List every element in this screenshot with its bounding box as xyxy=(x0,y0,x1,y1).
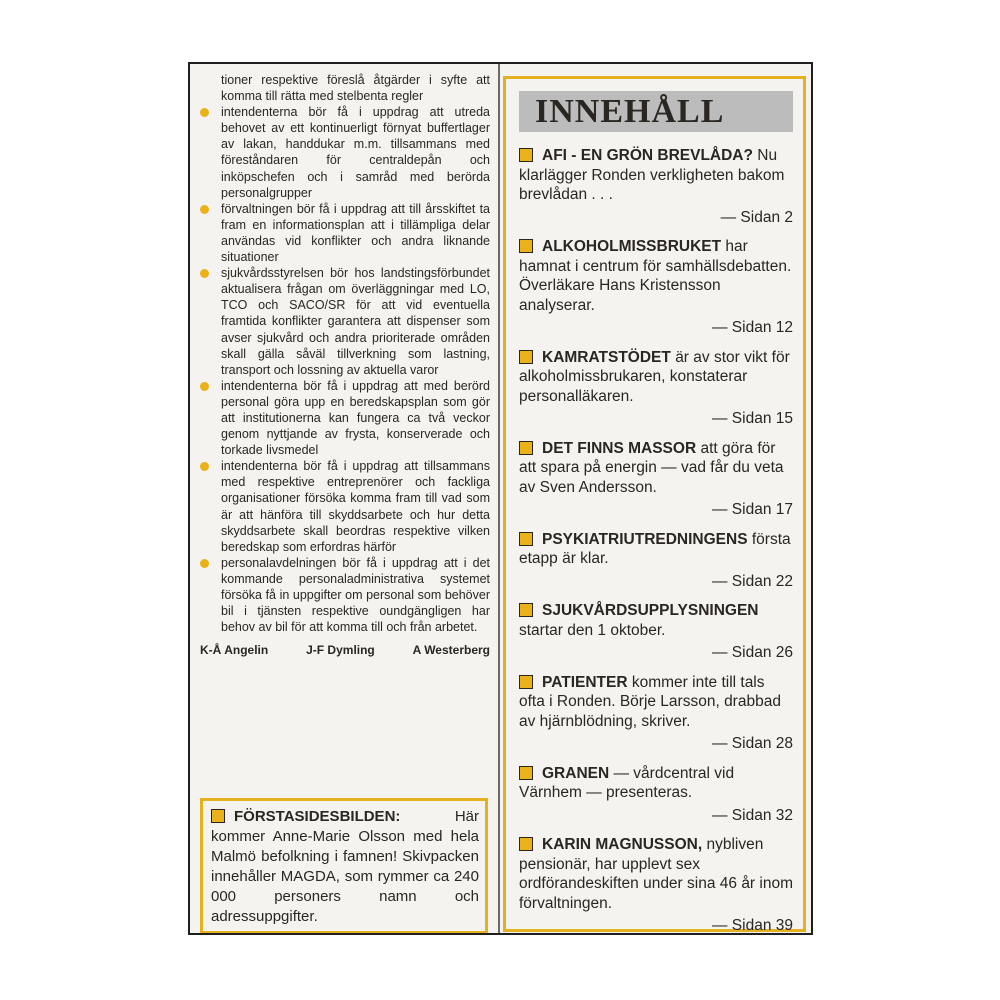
toc-entry-text: startar den 1 oktober. xyxy=(519,621,666,639)
toc-page-ref: — Sidan 28 xyxy=(712,735,793,752)
cover-photo-caption-box xyxy=(200,798,488,934)
intro-text: tioner respektive föreslå åtgärder i syfte att komma till rätta med stelbenta regler xyxy=(221,73,490,104)
article-column xyxy=(198,72,490,657)
toc-page-ref: — Sidan 15 xyxy=(712,410,793,427)
bullet-item: intendenterna bör få i uppdrag att utreda behovet av ett kontinuerligt förnyat buffertlager av lakan, handdukar m.m. tillsammans med föreståndaren för centraldepån och inköpschefen och i samråd med berörda personalgrupper xyxy=(198,104,490,201)
square-bullet-icon xyxy=(519,441,533,455)
square-bullet-icon xyxy=(519,350,533,364)
cover-caption-lead: FÖRSTASIDESBILDEN: xyxy=(234,808,401,825)
toc-page-ref: — Sidan 12 xyxy=(712,319,793,336)
toc-page-ref: — Sidan 22 xyxy=(712,572,793,590)
toc-entry[interactable] xyxy=(519,146,793,227)
toc-entry[interactable] xyxy=(519,237,793,338)
toc-entry-head: ALKOHOLMISSBRUKET xyxy=(542,238,722,255)
square-bullet-icon xyxy=(519,603,533,617)
toc-entry-text: är av stor vikt för alkoholmissbrukaren, konstaterar personalläkaren. xyxy=(519,348,790,405)
toc-entry[interactable] xyxy=(519,835,793,935)
signature-3: A Westerberg xyxy=(412,643,490,658)
contents-title: INNEHÅLL xyxy=(519,91,793,132)
bullet-item: intendenterna bör få i uppdrag att med berörd personal göra upp en beredskapsplan som gör att institutionerna kan fungera ca två veckor genom nyttjande av frysta, konserverade och torkade livsmedel xyxy=(198,378,490,458)
square-bullet-icon xyxy=(519,239,533,253)
toc-entry[interactable] xyxy=(519,764,793,826)
toc-entry-head: KAMRATSTÖDET xyxy=(542,348,671,366)
bullet-dot-icon xyxy=(200,462,209,471)
toc-entry[interactable] xyxy=(519,673,793,754)
toc-entry-head: GRANEN xyxy=(542,764,610,782)
square-bullet-icon xyxy=(519,532,533,546)
bullet-item: personalavdelningen bör få i uppdrag att i det kommande personaladministrativa systemet försöka få in uppgifter om personal som behöver bil i tjänsten respektive oundgängligen har behov av bil för att komma till och från arbetet. xyxy=(198,555,490,635)
toc-entry-text: kommer inte till tals ofta i Ronden. Börje Larsson, drabbad av hjärnblödning, skriver. xyxy=(519,673,781,730)
signature-2: J-F Dymling xyxy=(306,643,375,658)
toc-entry-head: PATIENTER xyxy=(542,673,628,691)
toc-entry-head: SJUKVÅRDSUPPLYSNINGEN xyxy=(542,602,759,619)
toc-entry-text: har hamnat i centrum för samhällsdebatten. Överläkare Hans Kristensson analyserar. xyxy=(519,238,792,314)
toc-entry[interactable] xyxy=(519,439,793,520)
toc-page-ref: — Sidan 17 xyxy=(712,501,793,518)
square-bullet-icon xyxy=(519,837,533,851)
square-bullet-icon xyxy=(519,148,533,162)
toc-page-ref: — Sidan 39 xyxy=(712,917,793,934)
toc-entry-text: Nu klarlägger Ronden verkligheten bakom brevlådan . . . xyxy=(519,147,785,203)
toc-entry-text: att göra för att spara på energin — vad får du veta av Sven Andersson. xyxy=(519,439,784,496)
square-bullet-icon xyxy=(519,766,533,780)
toc-page-ref: — Sidan 26 xyxy=(712,644,793,661)
toc-page-ref: — Sidan 2 xyxy=(720,208,793,226)
toc-entry-text: nybliven pensionär, har upplevt sex ordförandeskiften under sina 46 år inom förvaltningen. xyxy=(519,836,793,912)
column-divider xyxy=(498,64,500,933)
square-bullet-icon xyxy=(211,809,225,823)
signature-1: K-Å Angelin xyxy=(200,643,269,658)
bullet-dot-icon xyxy=(200,559,209,568)
bullet-item: sjukvårdsstyrelsen bör hos landstingsförbundet aktualisera frågan om överläggningar med LO, TCO och SACO/SR för att vid eventuella framtida konflikter garantera att dispenser som avser sjukvård och andra prioriterade områden skall gälla såväl tillverkning som lastning, transport och lossning av aktuella varor xyxy=(198,265,490,378)
toc-entry[interactable] xyxy=(519,530,793,592)
square-bullet-icon xyxy=(519,675,533,689)
toc-entry-head: KARIN MAGNUSSON, xyxy=(542,836,703,853)
bullet-dot-icon xyxy=(200,205,209,214)
bullet-dot-icon xyxy=(200,108,209,117)
bullet-item: intendenterna bör få i uppdrag att tillsammans med respektive entreprenörer och fackliga organisationer försöka komma fram till vad som är att hänföra till skyddsarbete och hur detta skyddsarbete skall beordras respektive vilken beredskap som erfordras härför xyxy=(198,458,490,555)
bullet-dot-icon xyxy=(200,382,209,391)
toc-entry-head: PSYKIATRIUTREDNINGENS xyxy=(542,530,748,548)
toc-entry-text: första etapp är klar. xyxy=(519,530,791,567)
toc-entry-head: DET FINNS MASSOR xyxy=(542,439,697,457)
toc-page-ref: — Sidan 32 xyxy=(712,806,793,824)
table-of-contents xyxy=(503,76,806,932)
toc-entry[interactable] xyxy=(519,348,793,429)
toc-entry-head: AFI - EN GRÖN BREVLÅDA? xyxy=(542,147,753,164)
bullet-dot-icon xyxy=(200,269,209,278)
toc-entry-text: — vårdcentral vid Värnhem — presenteras. xyxy=(519,764,735,801)
signatures xyxy=(198,643,490,657)
toc-entry[interactable] xyxy=(519,601,793,663)
bullet-item: förvaltningen bör få i uppdrag att till årsskiftet ta fram en informationsplan att i tillämpliga delar användas vid konflikter och andra liknande situationer xyxy=(198,201,490,265)
magazine-page xyxy=(188,62,813,935)
cover-caption-text: Här kommer Anne-Marie Olsson med hela Malmö befolkning i famnen! Skivpacken innehåller MAGDA, som rymmer ca 240 000 personers namn och adressuppgifter. xyxy=(211,808,479,925)
